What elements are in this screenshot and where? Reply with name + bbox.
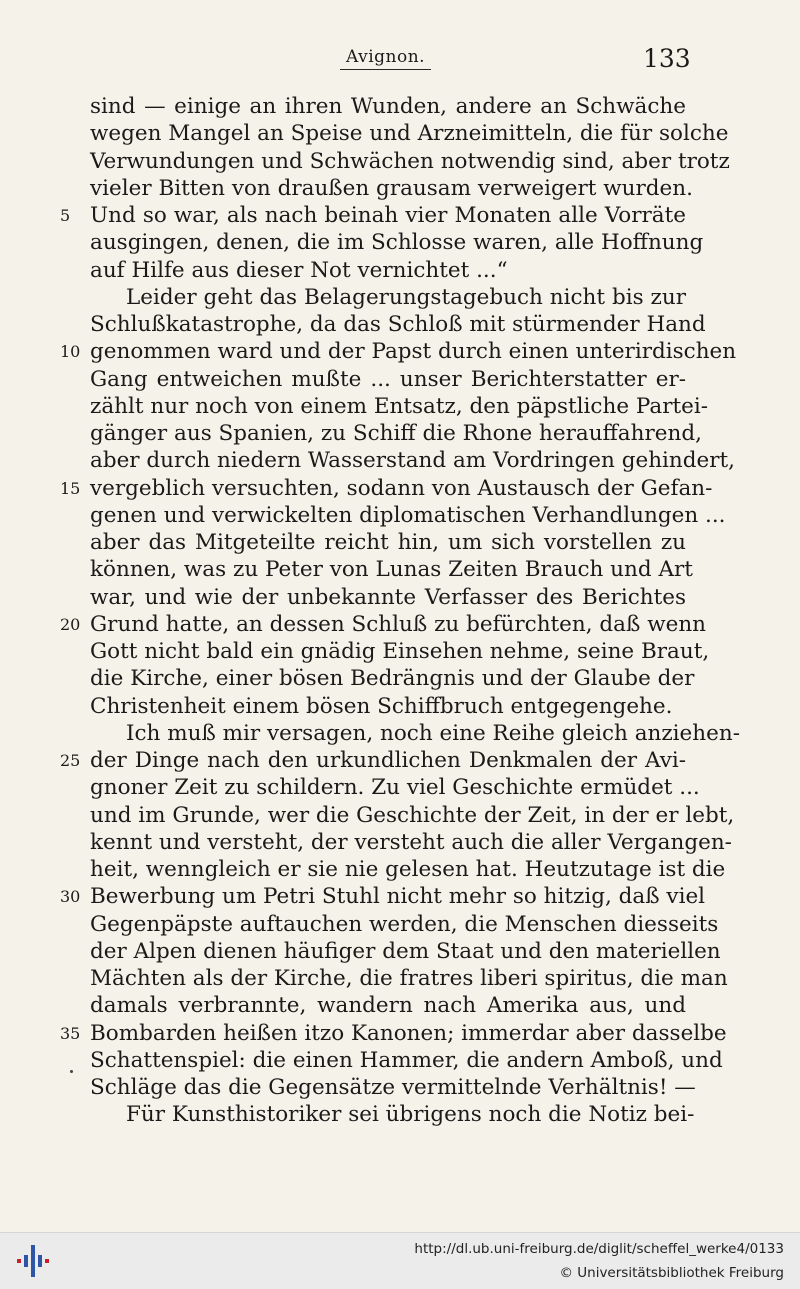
line-text: auf Hilfe aus dieser Not vernichtet ...“ bbox=[90, 257, 508, 283]
text-line bbox=[90, 257, 686, 284]
line-text: Gang entweichen mußte ... unser Berichterstatter er- bbox=[90, 366, 686, 392]
line-text: können, was zu Peter von Lunas Zeiten Brauch und Art bbox=[90, 557, 693, 583]
line-text: und im Grunde, wer die Geschichte der Zeit, in der er lebt, bbox=[90, 802, 735, 828]
line-text: Bombarden heißen itzo Kanonen; immerdar aber dasselbe bbox=[90, 1020, 727, 1046]
text-line bbox=[90, 856, 726, 883]
text-line bbox=[60, 475, 713, 502]
line-number: 20 bbox=[60, 614, 81, 634]
line-text: Leider geht das Belagerungstagebuch nicht bis zur bbox=[126, 284, 686, 310]
line-text: damals verbrannte, wandern nach Amerika aus, und bbox=[90, 993, 686, 1019]
line-text: Für Kunsthistoriker sei übrigens noch die Notiz bei- bbox=[126, 1102, 695, 1128]
line-text: Schläge das die Gegensätze vermittelnde Verhältnis! — bbox=[90, 1075, 696, 1100]
text-line bbox=[90, 284, 686, 311]
line-text: gnoner Zeit zu schildern. Zu viel Geschichte ermüdet ... bbox=[90, 775, 700, 801]
line-text: Mächten als der Kirche, die fratres liberi spiritus, die man bbox=[90, 966, 728, 991]
line-text: Grund hatte, an dessen Schluß zu befürchten, daß wenn bbox=[90, 611, 707, 637]
text-line bbox=[90, 229, 704, 256]
text-line bbox=[60, 611, 707, 638]
line-number: 30 bbox=[60, 887, 81, 907]
line-number: 5 bbox=[60, 206, 71, 225]
line-text: der Dinge nach den urkundlichen Denkmalen der Avi- bbox=[90, 748, 686, 773]
text-line bbox=[90, 556, 693, 583]
text-line bbox=[90, 148, 730, 175]
text-line bbox=[90, 420, 702, 447]
margin-mark bbox=[70, 1070, 73, 1073]
line-text: Verwundungen und Schwächen notwendig sind, aber trotz bbox=[90, 148, 730, 174]
library-footer bbox=[0, 1232, 800, 1289]
text-line bbox=[90, 638, 710, 665]
page-number: 133 bbox=[643, 44, 691, 73]
text-line bbox=[90, 393, 708, 420]
line-text: genen und verwickelten diplomatischen Verhandlungen ... bbox=[90, 502, 726, 528]
text-line bbox=[90, 938, 721, 965]
library-logo-icon bbox=[14, 1241, 54, 1281]
text-line bbox=[60, 1020, 727, 1047]
line-text: heit, wenngleich er sie nie gelesen hat. Heutzutage ist die bbox=[90, 857, 726, 882]
text-line bbox=[90, 992, 686, 1019]
line-text: Gegenpäpste auftauchen werden, die Menschen diesseits bbox=[90, 911, 719, 937]
text-line bbox=[90, 366, 686, 393]
line-text: Gott nicht bald ein gnädig Einsehen nehme, seine Braut, bbox=[90, 639, 710, 664]
line-text: war, und wie der unbekannte Verfasser des Berichtes bbox=[90, 584, 686, 610]
line-number: 25 bbox=[60, 751, 81, 770]
line-number: 10 bbox=[60, 342, 81, 362]
text-line bbox=[60, 202, 686, 229]
text-line bbox=[90, 774, 700, 801]
text-line bbox=[90, 802, 735, 829]
line-text: gänger aus Spanien, zu Schiff die Rhone herauffahrend, bbox=[90, 421, 702, 446]
text-line bbox=[60, 883, 706, 910]
text-line bbox=[90, 93, 686, 120]
line-text: aber durch niedern Wasserstand am Vordringen gehindert, bbox=[90, 448, 736, 474]
text-line bbox=[90, 311, 706, 338]
text-line bbox=[90, 175, 693, 202]
line-text: der Alpen dienen häufiger dem Staat und den materiellen bbox=[90, 938, 721, 964]
line-text: Schlußkatastrophe, da das Schloß mit stürmender Hand bbox=[90, 312, 706, 337]
text-line bbox=[90, 120, 729, 147]
text-line bbox=[90, 584, 686, 611]
text-line bbox=[90, 665, 695, 692]
line-text: Bewerbung um Petri Stuhl nicht mehr so hitzig, daß viel bbox=[90, 884, 706, 910]
copyright-notice: © Universitätsbibliothek Freiburg bbox=[559, 1265, 784, 1281]
text-line bbox=[60, 747, 686, 774]
text-line bbox=[90, 529, 686, 556]
line-number: 35 bbox=[60, 1023, 81, 1043]
text-line bbox=[60, 338, 737, 365]
text-line bbox=[90, 829, 732, 856]
body-text bbox=[60, 93, 740, 1129]
line-text: Christenheit einem bösen Schiffbruch entgegengehe. bbox=[90, 693, 673, 719]
permalink-url[interactable]: http://dl.ub.uni-freiburg.de/diglit/scheffel_werke4/0133 bbox=[414, 1241, 784, 1257]
text-line bbox=[90, 1074, 696, 1101]
text-line bbox=[90, 911, 719, 938]
text-line bbox=[90, 693, 686, 720]
running-head: Avignon. bbox=[340, 47, 431, 70]
text-line bbox=[90, 447, 736, 474]
text-line bbox=[90, 502, 726, 529]
line-text: ausgingen, denen, die im Schlosse waren, alle Hoffnung bbox=[90, 230, 704, 256]
line-text: Und so war, als nach beinah vier Monaten alle Vorräte bbox=[90, 203, 686, 228]
line-text: vieler Bitten von draußen grausam verweigert wurden. bbox=[90, 175, 693, 201]
line-text: die Kirche, einer bösen Bedrängnis und der Glaube der bbox=[90, 666, 695, 692]
line-text: kennt und versteht, der versteht auch die aller Vergangen- bbox=[90, 829, 732, 855]
line-text: sind — einige an ihren Wunden, andere an Schwäche bbox=[90, 94, 686, 119]
line-text: Ich muß mir versagen, noch eine Reihe gleich anziehen- bbox=[126, 720, 740, 746]
text-line bbox=[90, 720, 740, 747]
text-line bbox=[90, 965, 728, 992]
text-line bbox=[90, 1047, 723, 1074]
line-text: aber das Mitgeteilte reicht hin, um sich vorstellen zu bbox=[90, 530, 686, 555]
line-number: 15 bbox=[60, 478, 81, 498]
text-line bbox=[90, 1101, 695, 1128]
line-text: zählt nur noch von einem Entsatz, den päpstliche Partei- bbox=[90, 393, 708, 419]
line-text: genommen ward und der Papst durch einen unterirdischen bbox=[90, 339, 737, 365]
line-text: Schattenspiel: die einen Hammer, die andern Amboß, und bbox=[90, 1047, 723, 1073]
line-text: vergeblich versuchten, sodann von Austausch der Gefan- bbox=[90, 475, 713, 501]
line-text: wegen Mangel an Speise und Arzneimitteln, die für solche bbox=[90, 121, 729, 147]
